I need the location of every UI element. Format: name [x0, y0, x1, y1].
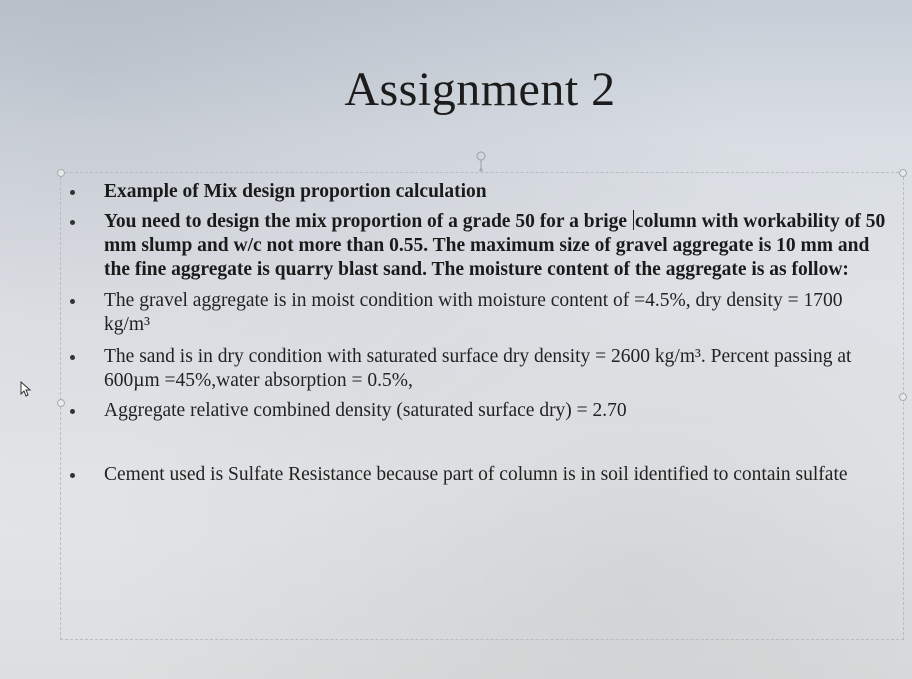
bullet-text: Aggregate relative combined density (saturated surface dry) = 2.70	[104, 400, 627, 421]
bullet-text: The sand is in dry condition with saturated surface dry density = 2600 kg/m³. Percent passing at 600µm =45%,water absorption = 0.5%,	[104, 346, 852, 391]
mouse-pointer-icon	[20, 381, 34, 397]
bullet-item	[60, 463, 890, 487]
bullet-text: Cement used is Sulfate Resistance because part of column is in soil identified to contain sulfate	[104, 464, 848, 485]
bullet-item	[60, 180, 890, 204]
bullet-dot	[70, 355, 75, 360]
bullet-item	[60, 345, 890, 393]
bullet-dot	[70, 473, 75, 478]
text-cursor	[633, 210, 634, 230]
bullet-dot	[70, 220, 75, 225]
rotate-handle-icon[interactable]	[474, 150, 488, 172]
resize-handle-top-right[interactable]	[899, 169, 907, 177]
bullet-item	[60, 399, 890, 423]
bullet-text: The gravel aggregate is in moist condition with moisture content of =4.5%, dry density = 1700 kg/m³	[104, 290, 843, 335]
bullet-item	[60, 289, 890, 337]
bullet-dot	[70, 299, 75, 304]
bullet-text-part: column with workability of 50 mm slump and w/c not more than 0.55. The maximum size of gravel aggregate is 10 mm and the fine aggregate is quarry blast sand. The moisture content of the aggregate is as follow:	[104, 211, 886, 280]
bullet-text-part: You need to design the mix proportion of a grade 50 for a brige	[104, 211, 632, 232]
bullet-item	[60, 210, 890, 282]
slide-title[interactable]: Assignment 2	[344, 63, 616, 116]
bullet-dot	[70, 190, 75, 195]
bullet-text: Example of Mix design proportion calculation	[104, 181, 487, 202]
bullet-list[interactable]	[60, 176, 890, 487]
resize-handle-middle-right[interactable]	[899, 393, 907, 401]
bullet-dot	[70, 409, 75, 414]
